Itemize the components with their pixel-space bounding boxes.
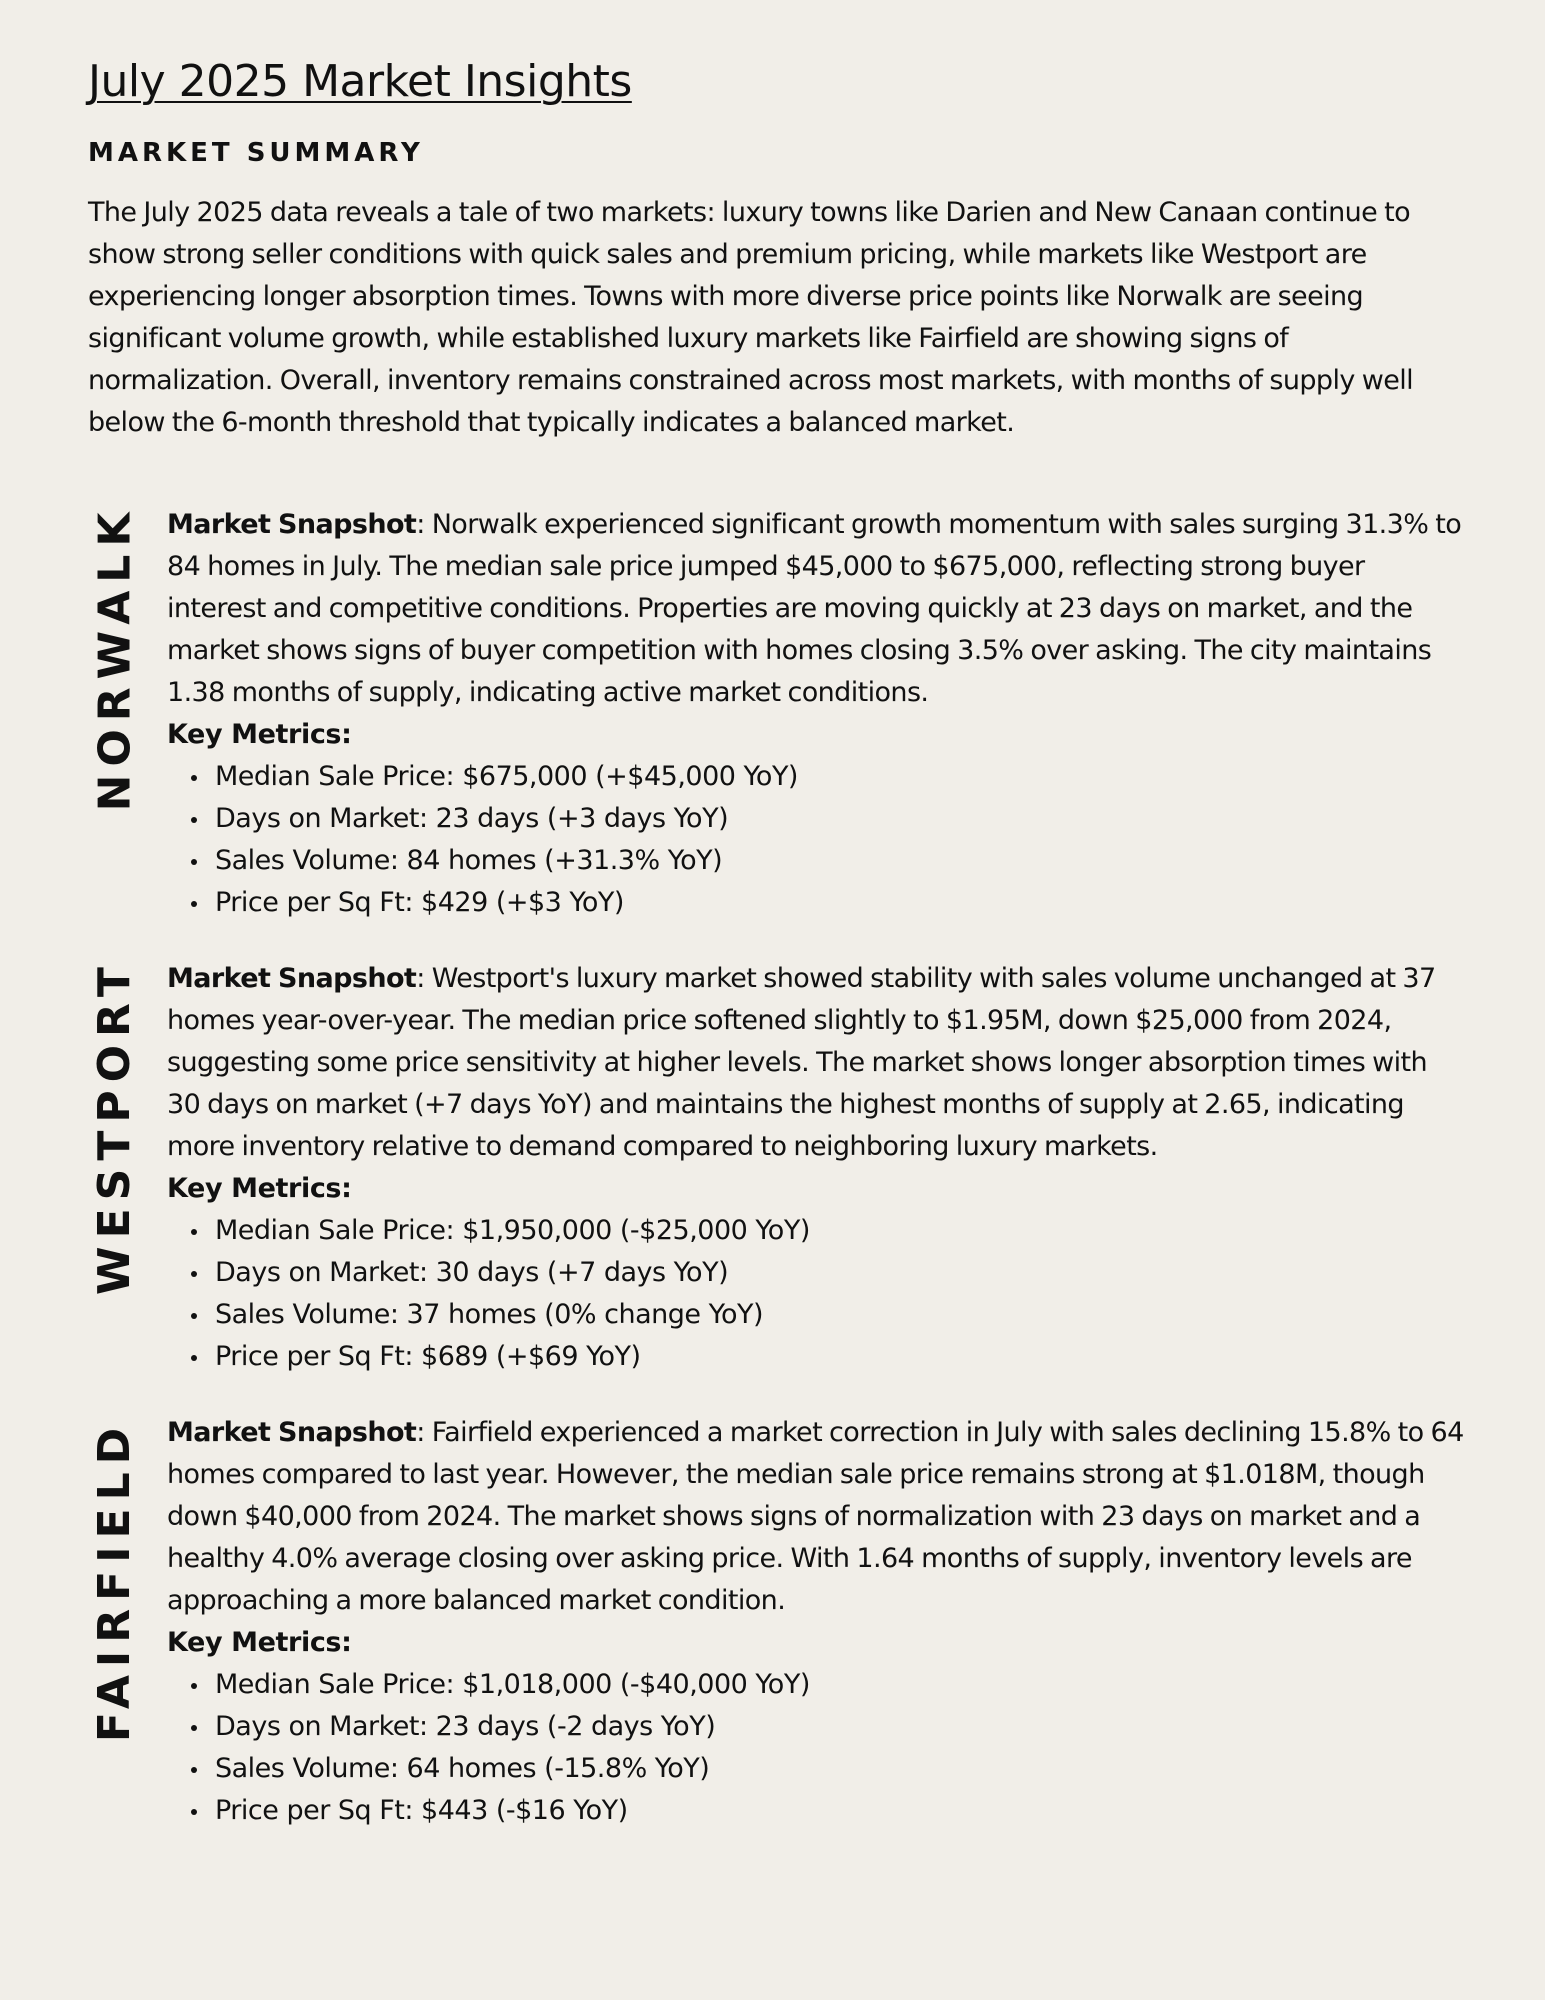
metric-days-on-market: Days on Market: 23 days (-2 days YoY): [215, 1706, 1467, 1748]
town-label-westport: [88, 959, 142, 1295]
market-snapshot: [167, 504, 1467, 714]
market-summary-heading: MARKET SUMMARY: [88, 138, 424, 168]
metric-sales-volume: Sales Volume: 64 homes (-15.8% YoY): [215, 1748, 1467, 1790]
page-title: July 2025 Market Insights: [88, 56, 632, 107]
metric-price-per-sqft: Price per Sq Ft: $429 (+$3 YoY): [215, 882, 1467, 924]
metric-price-per-sqft: Price per Sq Ft: $443 (-$16 YoY): [215, 1790, 1467, 1832]
market-snapshot-label: Market Snapshot: [167, 1417, 417, 1448]
market-summary-text: The July 2025 data reveals a tale of two markets: luxury towns like Darien and New Canaan continue to show strong seller conditions with quick sales and premium pricing, while markets like Westport are experiencing longer absorption times. Towns with more diverse price points like Norwalk are seeing significant volume growth, while established luxury markets like Fairfield are showing signs of normalization. Overall, inventory remains constrained across most markets, with months of supply well below the 6-month threshold that typically indicates a balanced market.: [88, 197, 1414, 438]
market-snapshot-text: : Fairfield experienced a market correction in July with sales declining 15.8% to 64 homes compared to last year. However, the median sale price remains strong at $1.018M, though down $40,000 from 2024. The market shows signs of normalization with 23 days on market and a healthy 4.0% average closing over asking price. With 1.64 months of supply, inventory levels are approaching a more balanced market condition.: [167, 1417, 1464, 1616]
metric-median-sale-price: Median Sale Price: $675,000 (+$45,000 YoY): [215, 756, 1467, 798]
metric-days-on-market: Days on Market: 30 days (+7 days YoY): [215, 1252, 1467, 1294]
key-metrics-heading: Key Metrics:: [167, 719, 352, 750]
town-label-norwalk: [88, 504, 142, 812]
metric-price-per-sqft: Price per Sq Ft: $689 (+$69 YoY): [215, 1336, 1467, 1378]
key-metrics-heading: Key Metrics:: [167, 1627, 352, 1658]
key-metrics-list: [167, 1664, 1467, 1832]
town-content: [167, 1412, 1467, 1832]
key-metrics-list: [167, 756, 1467, 924]
town-content: [167, 504, 1467, 924]
town-content: [167, 958, 1467, 1378]
town-label-fairfield: [88, 1416, 142, 1746]
metric-median-sale-price: Median Sale Price: $1,950,000 (-$25,000 YoY): [215, 1210, 1467, 1252]
market-snapshot-text: : Norwalk experienced significant growth momentum with sales surging 31.3% to 84 homes in July. The median sale price jumped $45,000 to $675,000, reflecting strong buyer interest and competitive conditions. Properties are moving quickly at 23 days on market, and the market shows signs of buyer competition with homes closing 3.5% over asking. The city maintains 1.38 months of supply, indicating active market conditions.: [167, 509, 1462, 708]
town-name: WESTPORT: [89, 959, 140, 1295]
metric-sales-volume: Sales Volume: 84 homes (+31.3% YoY): [215, 840, 1467, 882]
market-snapshot-label: Market Snapshot: [167, 509, 417, 540]
market-snapshot: [167, 1412, 1467, 1622]
key-metrics-list: [167, 1210, 1467, 1378]
key-metrics-heading: Key Metrics:: [167, 1173, 352, 1204]
market-snapshot: [167, 958, 1467, 1168]
metric-days-on-market: Days on Market: 23 days (+3 days YoY): [215, 798, 1467, 840]
metric-median-sale-price: Median Sale Price: $1,018,000 (-$40,000 YoY): [215, 1664, 1467, 1706]
town-name: FAIRFIELD: [89, 1419, 141, 1743]
town-name: NORWALK: [89, 504, 141, 812]
metric-sales-volume: Sales Volume: 37 homes (0% change YoY): [215, 1294, 1467, 1336]
market-snapshot-text: : Westport's luxury market showed stability with sales volume unchanged at 37 homes year-over-year. The median price softened slightly to $1.95M, down $25,000 from 2024, suggesting some price sensitivity at higher levels. The market shows longer absorption times with 30 days on market (+7 days YoY) and maintains the highest months of supply at 2.65, indicating more inventory relative to demand compared to neighboring luxury markets.: [167, 963, 1436, 1162]
market-snapshot-label: Market Snapshot: [167, 963, 417, 994]
